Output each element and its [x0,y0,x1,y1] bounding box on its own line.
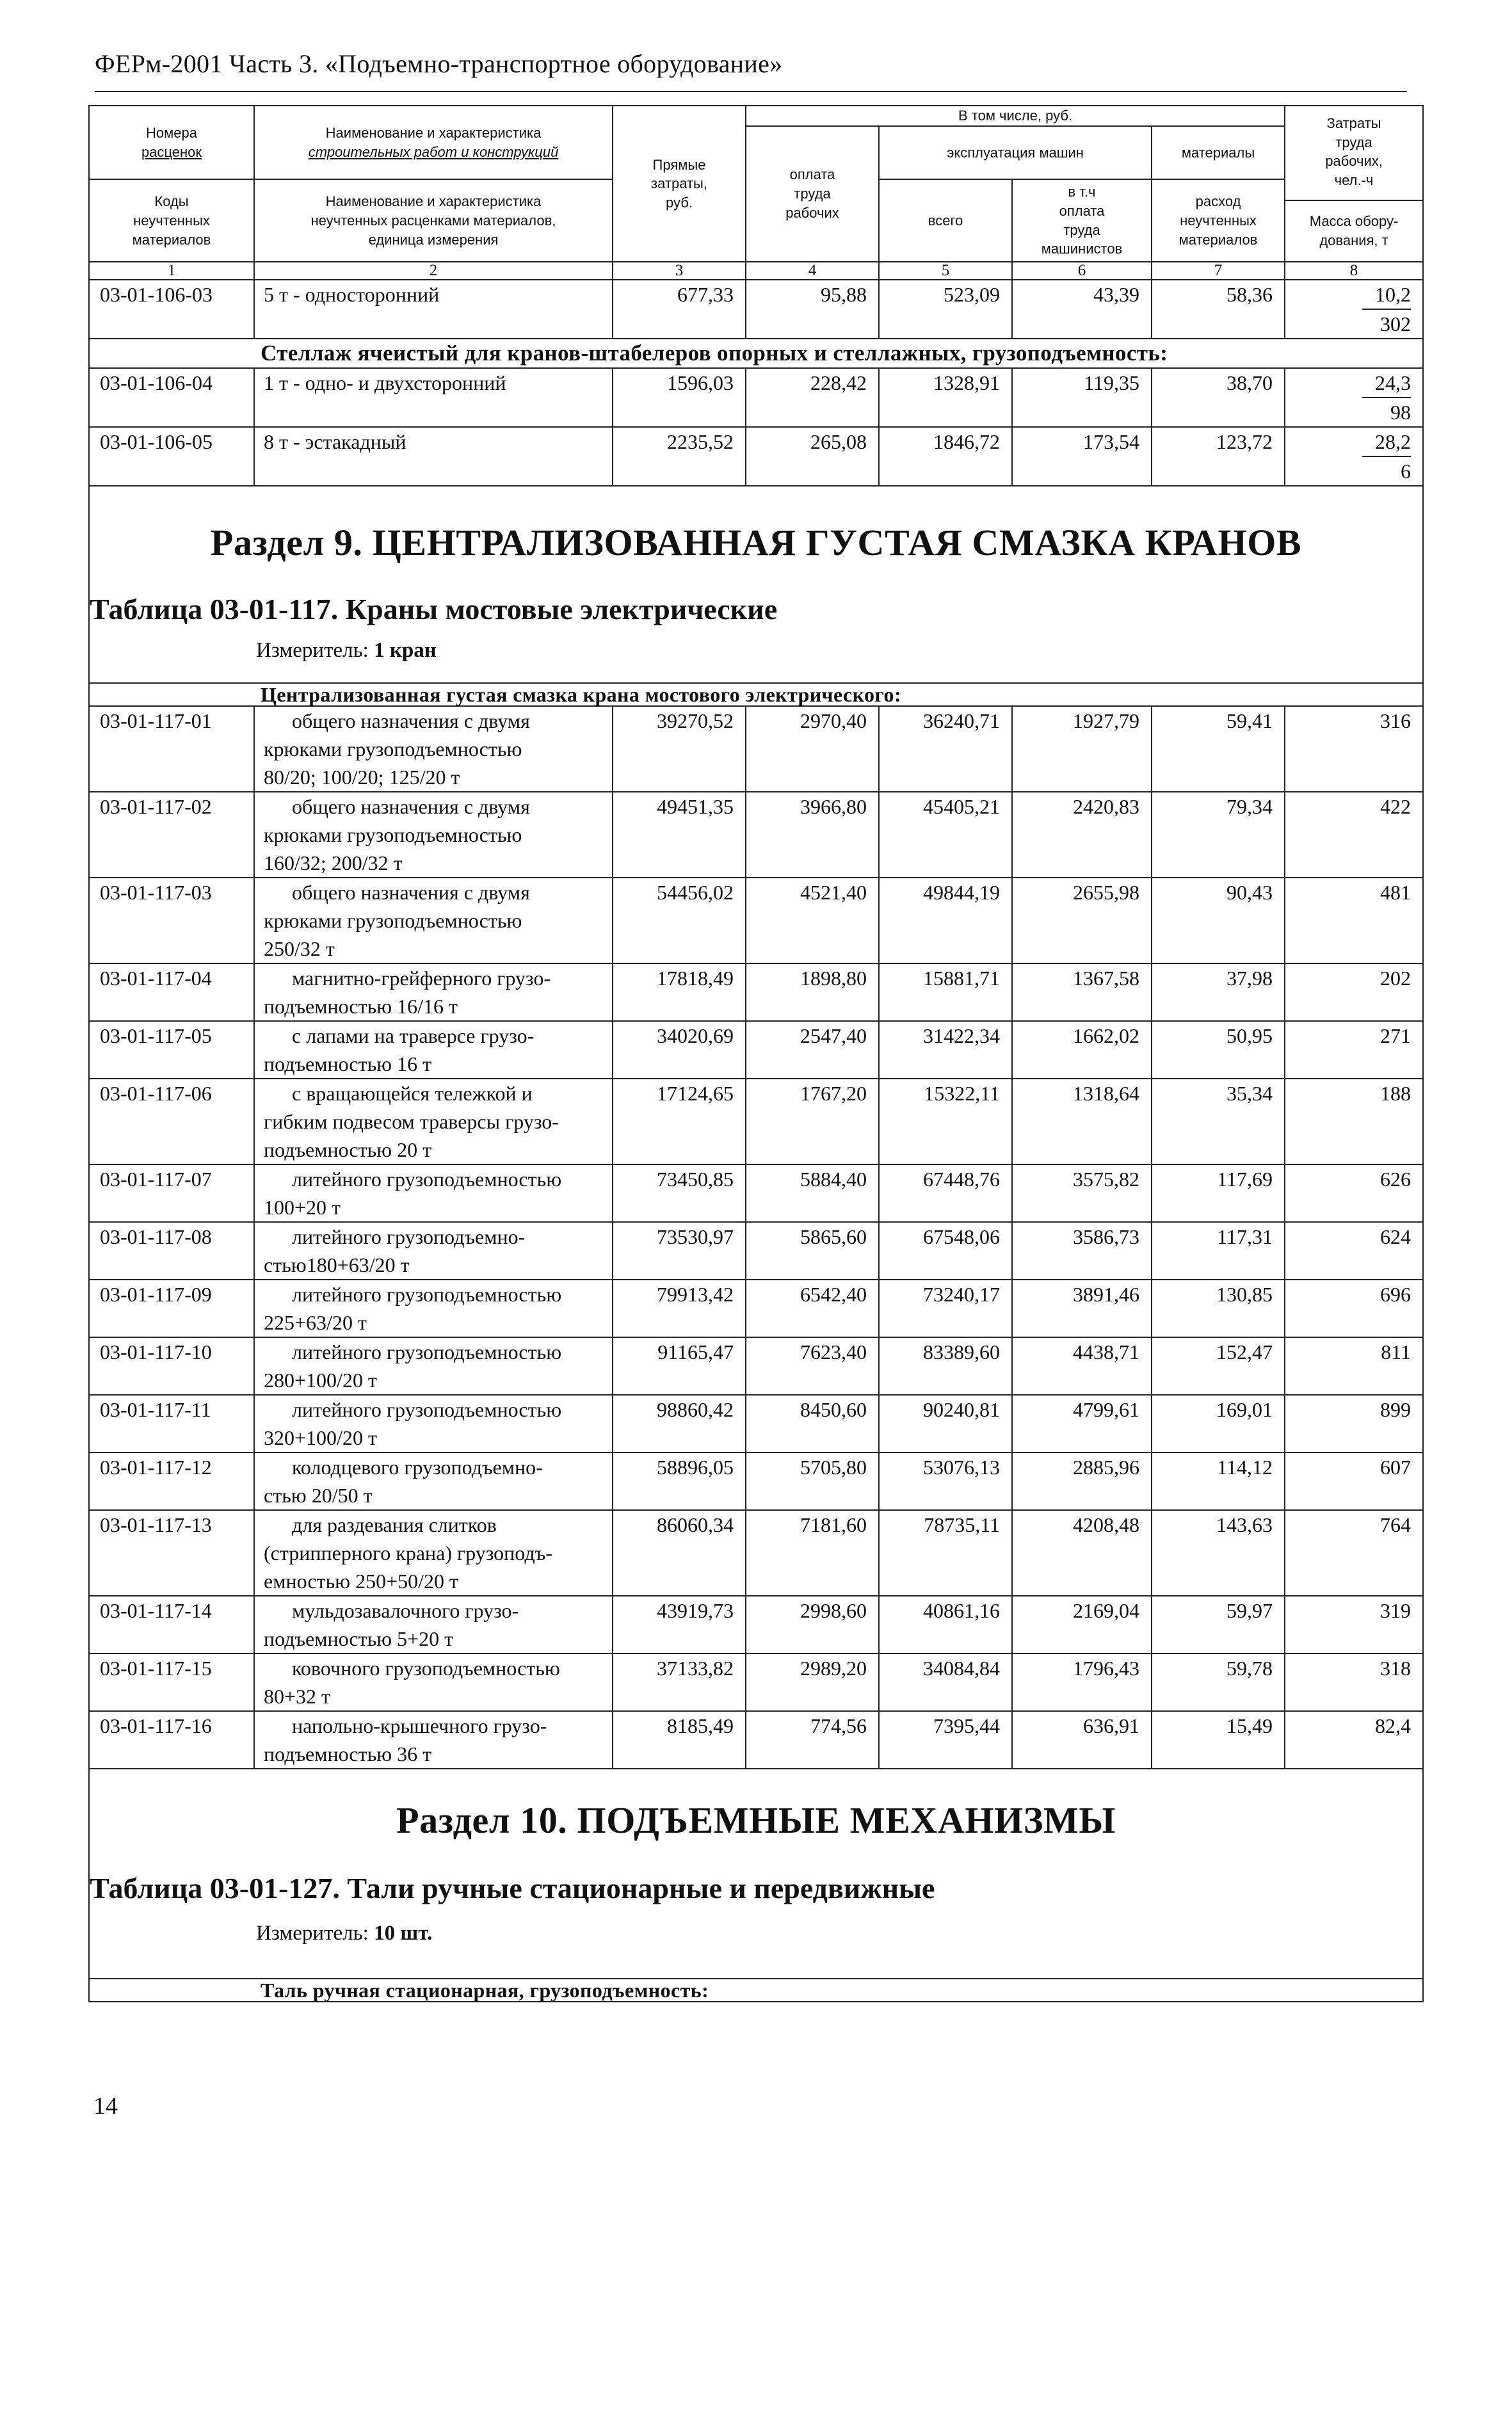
direct-cost: 1596,03 [613,368,746,427]
direct-cost: 39270,52 [613,706,746,792]
materials-cost: 50,95 [1152,1021,1285,1079]
rate-name-line: стью180+63/20 т [264,1253,410,1277]
rate-name-line: крюками грузоподъемностью [264,823,522,847]
labor-hours-and-mass: 28,2 6 [1285,427,1423,486]
rate-name-line: мульдозавалочного грузо- [292,1599,519,1623]
operators-pay: 1927,79 [1012,706,1152,792]
rate-code: 03-01-117-01 [89,706,254,792]
machines-total: 1328,91 [879,368,1012,427]
rate-name: 8 т - эстакадный [254,427,613,486]
column-number: 2 [254,262,613,280]
labor-hours: 318 [1285,1653,1423,1711]
labor-hours: 624 [1285,1222,1423,1280]
header-col2-top: Наименование и характеристика строительных работ и конструкций [254,106,613,179]
labor-hours: 422 [1285,792,1423,878]
group-row [89,1979,1423,2002]
direct-cost: 91165,47 [613,1337,746,1395]
rate-name-line: гибким подвесом траверсы грузо- [264,1110,559,1134]
labor-pay: 2547,40 [746,1021,879,1079]
labor-pay: 2998,60 [746,1596,879,1653]
rate-name-line: 280+100/20 т [264,1369,377,1392]
table-title: Таблица 03-01-127. Тали ручные стационарные и передвижные [90,1872,935,1905]
rate-code: 03-01-106-04 [89,368,254,427]
operators-pay: 2655,98 [1012,878,1152,963]
rate-name-line: с лапами на траверсе грузо- [292,1024,535,1048]
operators-pay: 4799,61 [1012,1395,1152,1452]
rate-name-line: подъемностью 16 т [264,1052,432,1076]
rate-name-line: стью 20/50 т [264,1484,373,1508]
labor-hours: 188 [1285,1079,1423,1164]
machines-total: 31422,34 [879,1021,1012,1079]
column-number: 8 [1285,262,1423,280]
direct-cost: 86060,34 [613,1510,746,1596]
operators-pay: 3586,73 [1012,1222,1152,1280]
running-head: ФЕРм-2001 Часть 3. «Подъемно-транспортное оборудование» [95,49,783,78]
labor-hours: 319 [1285,1596,1423,1653]
direct-cost: 79913,42 [613,1280,746,1337]
table-row [89,1510,1423,1596]
table-row [89,1280,1423,1337]
rate-code: 03-01-117-04 [89,963,254,1021]
labor-hours: 82,4 [1285,1711,1423,1769]
table-row [89,878,1423,963]
rate-name-line: подъемностью 20 т [264,1138,432,1162]
operators-pay: 4208,48 [1012,1510,1152,1596]
materials-cost: 143,63 [1152,1510,1285,1596]
labor-pay: 7623,40 [746,1337,879,1395]
rate-code: 03-01-106-03 [89,280,254,339]
labor-hours: 202 [1285,963,1423,1021]
rate-name-line: ковочного грузоподъемностью [292,1657,560,1680]
materials-cost: 152,47 [1152,1337,1285,1395]
table-row [89,1395,1423,1452]
section-block [89,1769,1423,1979]
rate-name [254,706,613,792]
materials-cost: 114,12 [1152,1452,1285,1510]
section-block [89,486,1423,683]
column-number: 6 [1012,262,1152,280]
header-mass: Масса обору- дования, т [1285,200,1423,262]
direct-cost: 54456,02 [613,878,746,963]
rate-name-line: литейного грузоподъемностью [292,1283,562,1307]
machines-total: 523,09 [879,280,1012,339]
table-row [89,1452,1423,1510]
rate-code: 03-01-117-14 [89,1596,254,1653]
labor-hours: 607 [1285,1452,1423,1510]
rate-code: 03-01-117-13 [89,1510,254,1596]
group-title: Таль ручная стационарная, грузоподъемность: [254,1979,1423,2002]
operators-pay: 1796,43 [1012,1653,1152,1711]
direct-cost: 49451,35 [613,792,746,878]
machines-total: 73240,17 [879,1280,1012,1337]
operators-pay: 1662,02 [1012,1021,1152,1079]
table-row [89,427,1423,486]
column-number: 3 [613,262,746,280]
direct-cost: 34020,69 [613,1021,746,1079]
section-title: Раздел 9. ЦЕНТРАЛИЗОВАННАЯ ГУСТАЯ СМАЗКА КРАНОВ [210,522,1302,564]
operators-pay: 4438,71 [1012,1337,1152,1395]
labor-pay: 1767,20 [746,1079,879,1164]
materials-cost: 117,31 [1152,1222,1285,1280]
rate-name-line: 160/32; 200/32 т [264,851,403,875]
machines-total: 1846,72 [879,427,1012,486]
table-row [89,963,1423,1021]
header-group-incl: В том числе, руб. [746,106,1285,126]
rate-name-line: (стрипперного крана) грузоподъ- [264,1541,552,1565]
table-row [89,368,1423,427]
machines-total: 15881,71 [879,963,1012,1021]
machines-total: 83389,60 [879,1337,1012,1395]
operators-pay: 173,54 [1012,427,1152,486]
rate-name: 1 т - одно- и двухсторонний [254,368,613,427]
rate-code: 03-01-117-06 [89,1079,254,1164]
rate-name [254,1395,613,1452]
header-materials-use: расход неучтенных материалов [1152,179,1285,262]
operators-pay: 3891,46 [1012,1280,1152,1337]
header-row-top [89,106,1423,126]
labor-hours: 696 [1285,1280,1423,1337]
direct-cost: 8185,49 [613,1711,746,1769]
machines-total: 40861,16 [879,1596,1012,1653]
labor-hours: 481 [1285,878,1423,963]
rate-name [254,1337,613,1395]
operators-pay: 1367,58 [1012,963,1152,1021]
direct-cost: 17818,49 [613,963,746,1021]
header-group-machines: эксплуатация машин [879,126,1152,180]
machines-total: 7395,44 [879,1711,1012,1769]
meter-line [90,1922,1422,1945]
rate-name-line: колодцевого грузоподъемно- [292,1456,543,1479]
table-row [89,1222,1423,1280]
rate-name-line: 320+100/20 т [264,1426,377,1450]
operators-pay: 43,39 [1012,280,1152,339]
direct-cost: 43919,73 [613,1596,746,1653]
table-row [89,1653,1423,1711]
materials-cost: 15,49 [1152,1711,1285,1769]
column-numbers-row [89,262,1423,280]
group-row [89,339,1423,368]
labor-pay: 3966,80 [746,792,879,878]
labor-pay: 228,42 [746,368,879,427]
rate-name-line: литейного грузоподъемностью [292,1168,562,1191]
rate-name-line: 80+32 т [264,1685,331,1709]
header-col1-bottom: Коды неучтенных материалов [89,179,254,262]
rate-name [254,1653,613,1711]
rate-name-line: напольно-крышечного грузо- [292,1714,547,1738]
meter-value: 10 шт. [374,1922,433,1945]
operators-pay: 2420,83 [1012,792,1152,878]
direct-cost: 17124,65 [613,1079,746,1164]
rate-name-line: 250/32 т [264,937,335,961]
labor-pay: 6542,40 [746,1280,879,1337]
labor-pay: 95,88 [746,280,879,339]
rate-name-line: для раздевания слитков [292,1513,497,1537]
labor-pay: 2970,40 [746,706,879,792]
column-number: 4 [746,262,879,280]
machines-total: 78735,11 [879,1510,1012,1596]
labor-hours: 899 [1285,1395,1423,1452]
machines-total: 90240,81 [879,1395,1012,1452]
rate-code: 03-01-117-02 [89,792,254,878]
machines-total: 49844,19 [879,878,1012,963]
rate-name-line: литейного грузоподъемностью [292,1398,562,1422]
materials-cost: 58,36 [1152,280,1285,339]
rate-name-line: 225+63/20 т [264,1311,367,1335]
rate-name [254,1021,613,1079]
header-col1-top: Номера расценок [89,106,254,179]
header-labor-hours: Затраты труда рабочих, чел.-ч [1285,106,1423,200]
table-row [89,706,1423,792]
labor-hours: 811 [1285,1337,1423,1395]
table-row [89,1079,1423,1164]
labor-hours: 626 [1285,1164,1423,1222]
materials-cost: 59,97 [1152,1596,1285,1653]
materials-cost: 117,69 [1152,1164,1285,1222]
direct-cost: 98860,42 [613,1395,746,1452]
rate-code: 03-01-117-09 [89,1280,254,1337]
labor-pay: 4521,40 [746,878,879,963]
rate-name-line: общего назначения с двумя [292,881,530,905]
rate-name-line: 80/20; 100/20; 125/20 т [264,766,460,789]
rate-name [254,1452,613,1510]
rate-code: 03-01-117-03 [89,878,254,963]
materials-cost: 59,41 [1152,706,1285,792]
rate-name [254,1164,613,1222]
rate-name-line: подъемностью 5+20 т [264,1627,454,1651]
labor-pay: 1898,80 [746,963,879,1021]
rate-name-line: магнитно-грейферного грузо- [292,967,551,990]
materials-cost: 79,34 [1152,792,1285,878]
machines-total: 34084,84 [879,1653,1012,1711]
table-row [89,280,1423,339]
meter-value: 1 кран [374,639,437,663]
rate-name [254,878,613,963]
machines-total: 15322,11 [879,1079,1012,1164]
header-group-materials: материалы [1152,126,1285,180]
group-title: Централизованная густая смазка крана мостового электрического: [254,683,1423,706]
materials-cost: 130,85 [1152,1280,1285,1337]
labor-hours: 764 [1285,1510,1423,1596]
rate-name-line: литейного грузоподъемностью [292,1340,562,1364]
rate-name-line: емностью 250+50/20 т [264,1570,458,1593]
column-number: 7 [1152,262,1285,280]
operators-pay: 1318,64 [1012,1079,1152,1164]
direct-cost: 2235,52 [613,427,746,486]
machines-total: 45405,21 [879,792,1012,878]
meter-label: Измеритель: [256,639,369,663]
meter-label: Измеритель: [256,1922,369,1945]
labor-pay: 2989,20 [746,1653,879,1711]
operators-pay: 2169,04 [1012,1596,1152,1653]
direct-cost: 37133,82 [613,1653,746,1711]
rates-table-frame [88,105,1422,2421]
labor-hours-and-mass: 10,2 302 [1285,280,1423,339]
rate-code: 03-01-117-08 [89,1222,254,1280]
table-row [89,792,1423,878]
direct-cost: 73450,85 [613,1164,746,1222]
operators-pay: 119,35 [1012,368,1152,427]
rate-name [254,1711,613,1769]
rate-name-line: с вращающейся тележкой и [292,1082,533,1106]
rate-name-line: общего назначения с двумя [292,795,530,819]
rate-name-line: общего назначения с двумя [292,709,530,733]
header-rule [95,91,1407,92]
direct-cost: 73530,97 [613,1222,746,1280]
rate-name [254,792,613,878]
rate-name-line: 100+20 т [264,1196,341,1219]
meter-line [90,639,1422,663]
materials-cost: 123,72 [1152,427,1285,486]
rate-name [254,1510,613,1596]
rate-name-line: крюками грузоподъемностью [264,737,522,761]
table-row [89,1711,1423,1769]
rate-name [254,1222,613,1280]
operators-pay: 636,91 [1012,1711,1152,1769]
table-title: Таблица 03-01-117. Краны мостовые электрические [90,593,778,626]
column-number: 5 [879,262,1012,280]
rate-code: 03-01-117-12 [89,1452,254,1510]
rates-table [88,105,1424,2002]
header-operators-pay: в т.ч оплата труда машинистов [1012,179,1152,262]
rate-name [254,1596,613,1653]
rate-name-line: литейного грузоподъемно- [292,1225,526,1249]
rate-code: 03-01-117-16 [89,1711,254,1769]
table-row [89,1164,1423,1222]
rate-code: 03-01-117-05 [89,1021,254,1079]
rate-code: 03-01-106-05 [89,427,254,486]
materials-cost: 169,01 [1152,1395,1285,1452]
rate-name-line: подъемностью 36 т [264,1742,432,1766]
header-direct-cost: Прямые затраты, руб. [613,106,746,262]
operators-pay: 3575,82 [1012,1164,1152,1222]
rate-code: 03-01-117-15 [89,1653,254,1711]
section-title: Раздел 10. ПОДЪЕМНЫЕ МЕХАНИЗМЫ [396,1799,1116,1842]
materials-cost: 59,78 [1152,1653,1285,1711]
rate-name: 5 т - односторонний [254,280,613,339]
rate-name [254,1079,613,1164]
labor-pay: 7181,60 [746,1510,879,1596]
materials-cost: 90,43 [1152,878,1285,963]
rate-name-line: крюками грузоподъемностью [264,909,522,933]
labor-hours: 271 [1285,1021,1423,1079]
labor-hours-and-mass: 24,3 98 [1285,368,1423,427]
rate-code: 03-01-117-10 [89,1337,254,1395]
table-row [89,1021,1423,1079]
rate-name [254,1280,613,1337]
labor-hours: 316 [1285,706,1423,792]
labor-pay: 5865,60 [746,1222,879,1280]
table-row [89,1596,1423,1653]
rate-name [254,963,613,1021]
materials-cost: 38,70 [1152,368,1285,427]
labor-pay: 5705,80 [746,1452,879,1510]
rate-code: 03-01-117-11 [89,1395,254,1452]
direct-cost: 677,33 [613,280,746,339]
header-labor-pay: оплата труда рабочих [746,126,879,262]
labor-pay: 8450,60 [746,1395,879,1452]
group-title: Стеллаж ячеистый для кранов-штабелеров опорных и стеллажных, грузоподъемность: [254,339,1423,368]
machines-total: 53076,13 [879,1452,1012,1510]
machines-total: 67548,06 [879,1222,1012,1280]
labor-pay: 5884,40 [746,1164,879,1222]
header-col2-bottom: Наименование и характеристика неучтенных расценками материалов, единица измерения [254,179,613,262]
header-machines-total: всего [879,179,1012,262]
materials-cost: 37,98 [1152,963,1285,1021]
rate-name-line: подъемностью 16/16 т [264,995,458,1018]
materials-cost: 35,34 [1152,1079,1285,1164]
direct-cost: 58896,05 [613,1452,746,1510]
machines-total: 67448,76 [879,1164,1012,1222]
column-number: 1 [89,262,254,280]
labor-pay: 774,56 [746,1711,879,1769]
operators-pay: 2885,96 [1012,1452,1152,1510]
group-row [89,683,1423,706]
machines-total: 36240,71 [879,706,1012,792]
page-number: 14 [93,2093,118,2119]
rate-code: 03-01-117-07 [89,1164,254,1222]
table-row [89,1337,1423,1395]
labor-pay: 265,08 [746,427,879,486]
